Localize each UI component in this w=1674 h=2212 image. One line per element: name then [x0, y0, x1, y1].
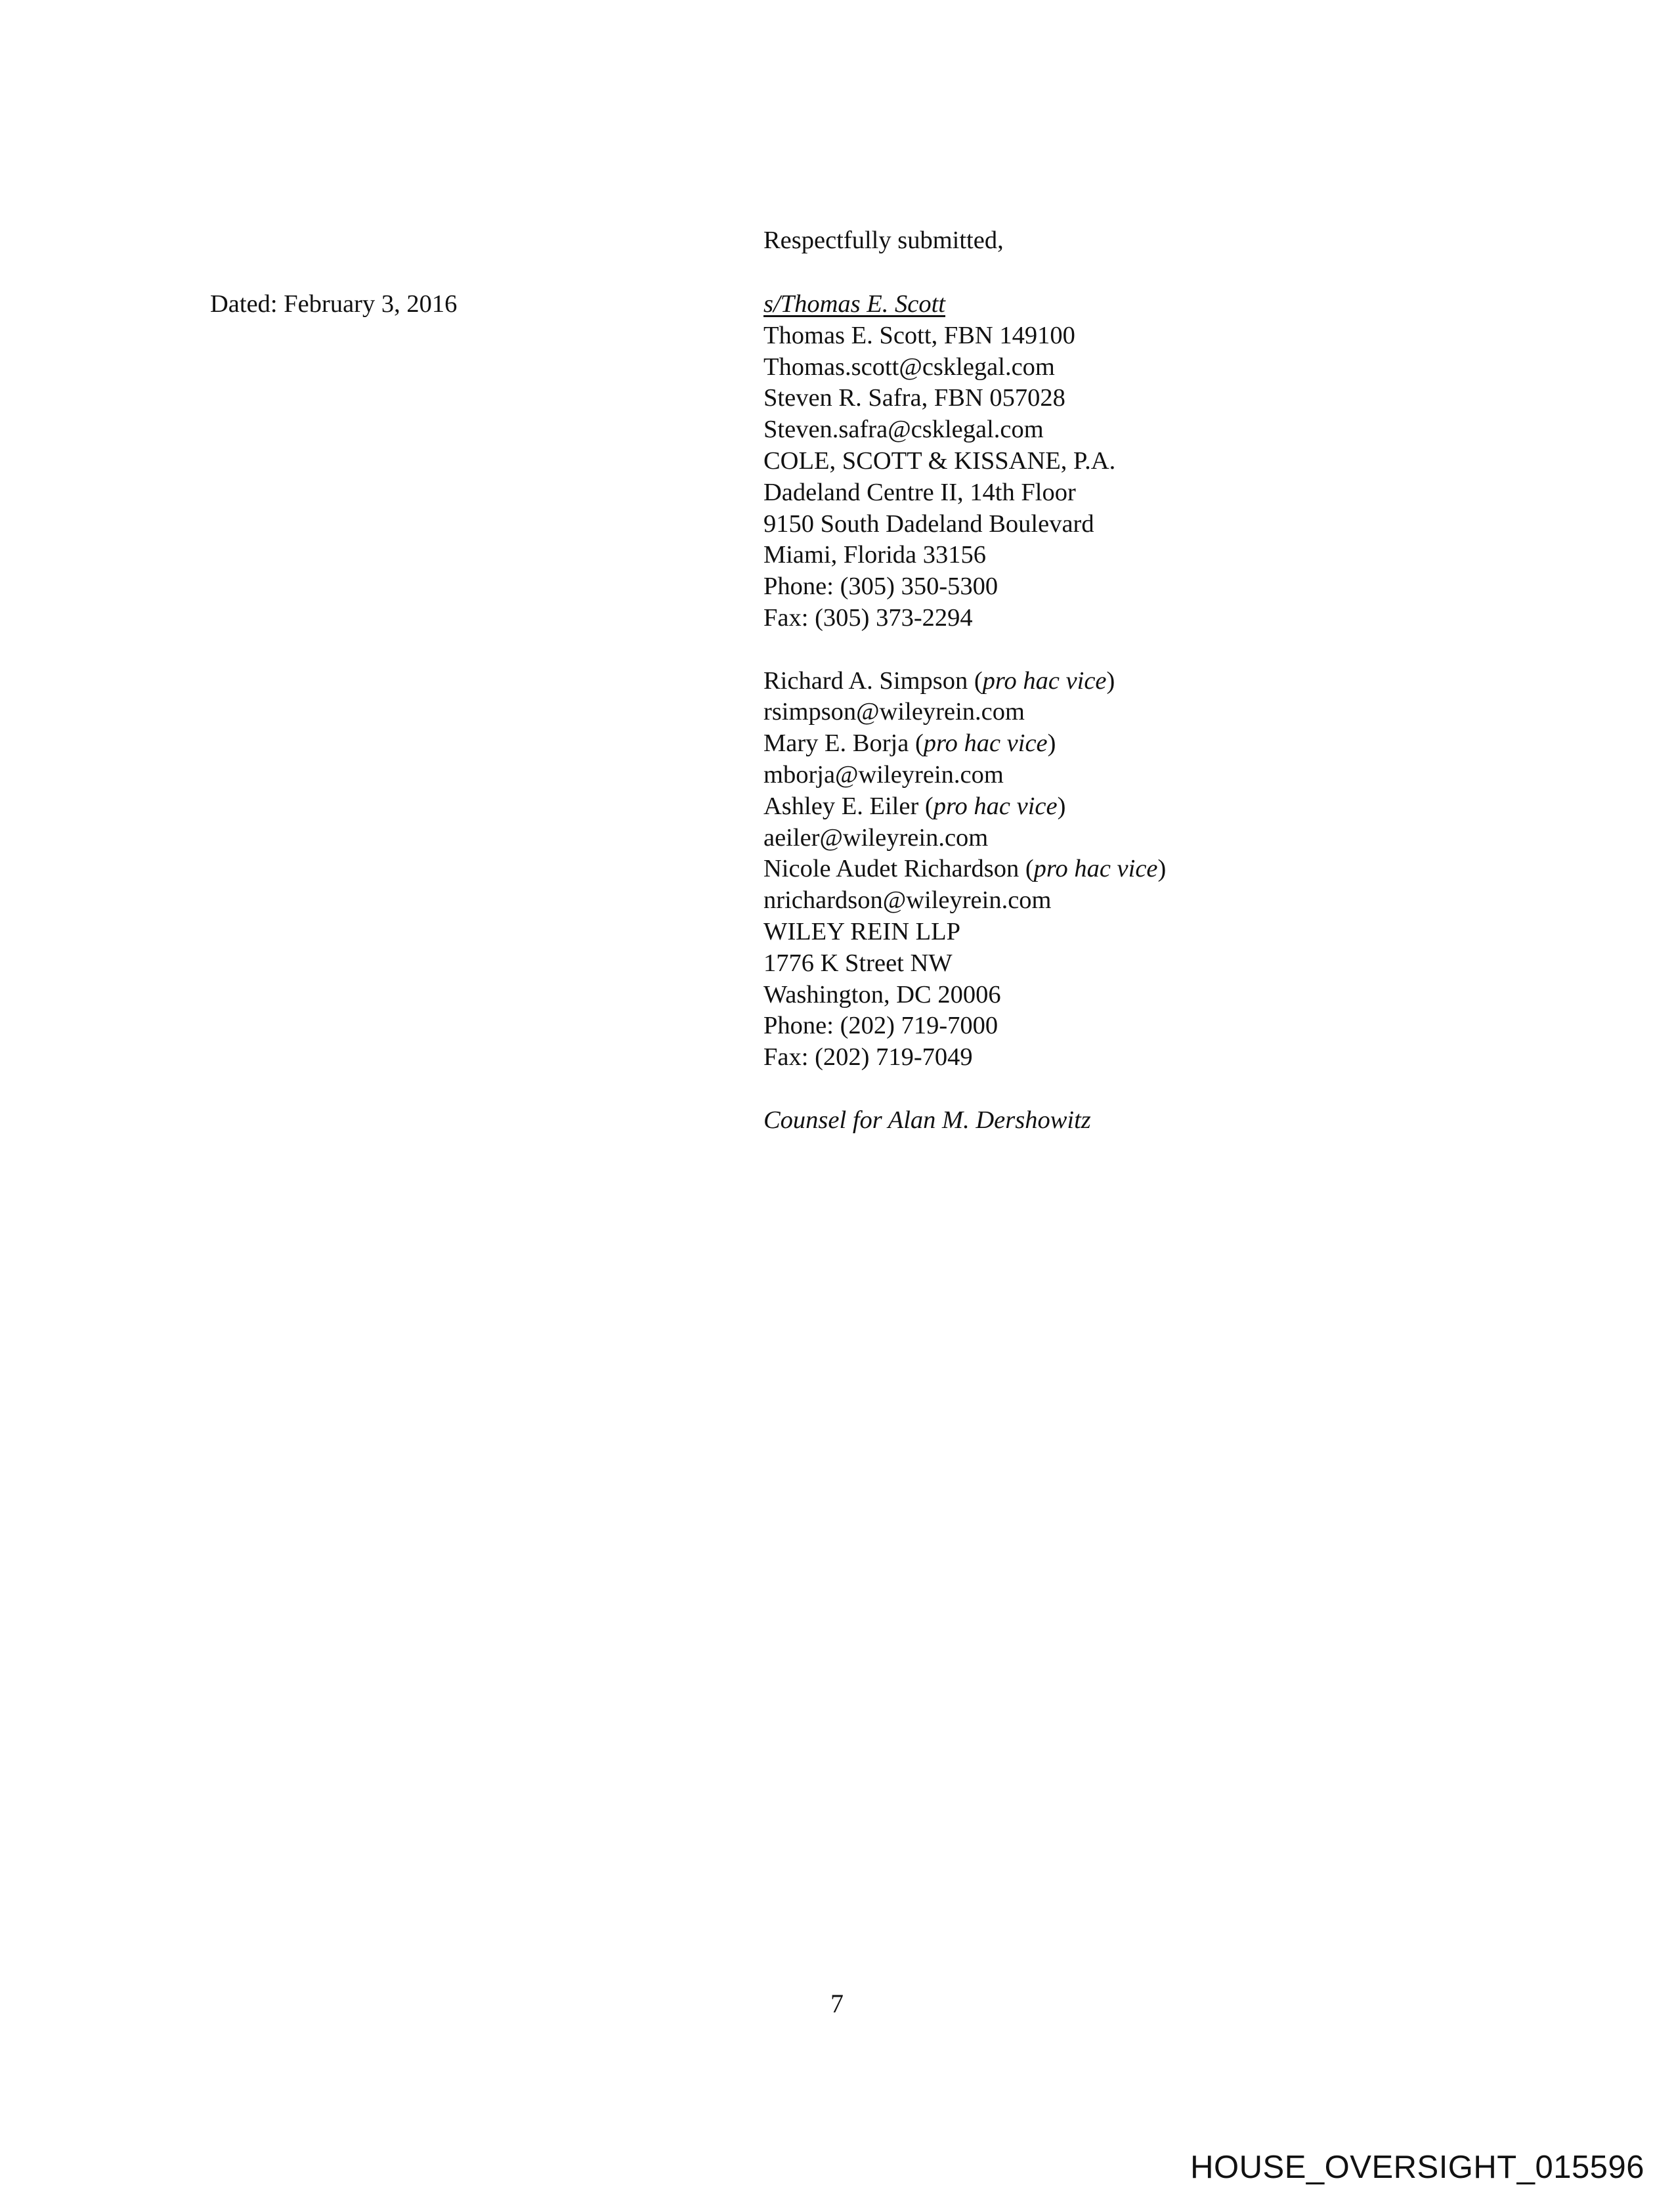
spacer: [763, 1073, 1166, 1105]
admission-note: pro hac vice: [1033, 855, 1158, 883]
firm2-line: 1776 K Street NW: [763, 949, 953, 977]
closing-line: Respectfully submitted,: [763, 227, 1004, 254]
attorney-name-line: Richard A. Simpson (pro hac vice): [763, 666, 1115, 695]
firm1-line: Dadeland Centre II, 14th Floor: [763, 478, 1076, 506]
spacer: [763, 634, 1166, 666]
firm1-line: Thomas.scott@csklegal.com: [763, 353, 1055, 381]
firm1-line: 9150 South Dadeland Boulevard: [763, 510, 1094, 538]
attorney-name: Nicole Audet Richardson: [763, 855, 1019, 883]
firm1-line: COLE, SCOTT & KISSANE, P.A.: [763, 446, 1116, 475]
firm1-line: Thomas E. Scott, FBN 149100: [763, 321, 1075, 349]
admission-note: pro hac vice: [933, 792, 1058, 820]
bates-stamp: HOUSE_OVERSIGHT_015596: [1190, 2150, 1644, 2185]
attorney-email: rsimpson@wileyrein.com: [763, 698, 1025, 726]
attorney-email: nrichardson@wileyrein.com: [763, 886, 1052, 915]
attorney-name-line: Ashley E. Eiler (pro hac vice): [763, 792, 1066, 820]
firm1-line: Phone: (305) 350-5300: [763, 573, 998, 601]
firm1-line: Steven.safra@csklegal.com: [763, 416, 1044, 444]
page-number: 7: [830, 1989, 844, 2018]
firm1-line: Fax: (305) 373-2294: [763, 603, 973, 632]
firm2-line: Washington, DC 20006: [763, 980, 1001, 1008]
admission-note: pro hac vice: [923, 729, 1048, 758]
attorney-name: Mary E. Borja: [763, 729, 909, 758]
firm1-line: Steven R. Safra, FBN 057028: [763, 384, 1065, 412]
firm2-line: Phone: (202) 719-7000: [763, 1012, 998, 1040]
firm1-line: Miami, Florida 33156: [763, 541, 986, 569]
firm2-line: Fax: (202) 719-7049: [763, 1043, 973, 1072]
electronic-signature: s/Thomas E. Scott: [763, 290, 946, 318]
attorney-name-line: Nicole Audet Richardson (pro hac vice): [763, 855, 1167, 883]
firm2-line: WILEY REIN LLP: [763, 917, 961, 945]
attorney-name: Ashley E. Eiler: [763, 792, 919, 820]
attorney-name-line: Mary E. Borja (pro hac vice): [763, 729, 1056, 758]
counsel-for-line: Counsel for Alan M. Dershowitz: [763, 1106, 1091, 1134]
attorney-email: mborja@wileyrein.com: [763, 760, 1004, 789]
admission-note: pro hac vice: [982, 666, 1107, 695]
date-line: Dated: February 3, 2016: [210, 290, 458, 318]
attorney-name: Richard A. Simpson: [763, 666, 968, 695]
signature-block: [763, 289, 1166, 1137]
attorney-email: aeiler@wileyrein.com: [763, 823, 989, 852]
